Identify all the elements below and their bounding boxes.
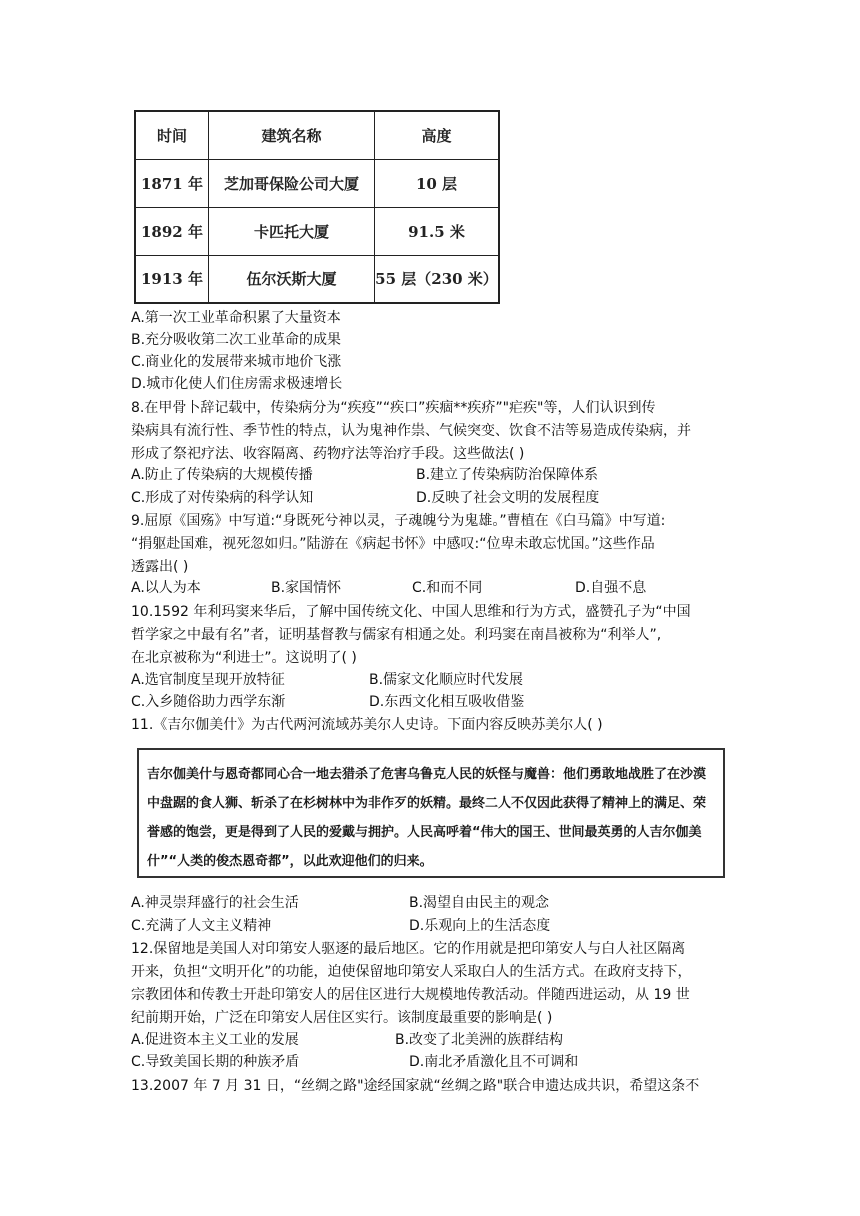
q9-option-a: A.以人为本 (131, 580, 201, 596)
q10-stem-line: 在北京被称为“利进士”。这说明了( ) (131, 650, 357, 666)
table-cell: 1913 年 (135, 255, 209, 303)
q11-option-a: A.神灵崇拜盛行的社会生活 (131, 895, 299, 911)
q7-option-a: A.第一次工业革命积累了大量资本 (131, 310, 341, 326)
building-height-table (134, 110, 500, 304)
q10-option-c: C.入乡随俗助力西学东渐 (131, 694, 286, 710)
q12-options-row-2 (131, 1051, 731, 1073)
q11-material-line: 吉尔伽美什与恩奇都同心合一地去猎杀了危害乌鲁克人民的妖怪与魔兽：他们勇敢地战胜了在沙漠 (147, 767, 707, 782)
q11-option-d: D.乐观向上的生活态度 (409, 918, 551, 934)
q7-option-c: C.商业化的发展带来城市地价飞涨 (131, 354, 342, 370)
q7-option-b: B.充分吸收第二次工业革命的成果 (131, 332, 342, 348)
q11-material-line: 什”“人类的俊杰恩奇都”，以此欢迎他们的归来。 (147, 854, 433, 869)
table-header-row (135, 111, 499, 159)
table-cell: 91.5 米 (375, 207, 500, 255)
q12-option-d: D.南北矛盾激化且不可调和 (409, 1054, 579, 1070)
q10-option-b: B.儒家文化顺应时代发展 (369, 672, 524, 688)
table-cell: 10 层 (375, 159, 500, 207)
table-header-cell: 建筑名称 (209, 111, 375, 159)
table-row (135, 159, 499, 207)
q11-options-row-1 (131, 892, 731, 914)
table-cell: 1892 年 (135, 207, 209, 255)
q11-material-line: 誉感的饱尝，更是得到了人民的爱戴与拥护。人民高呼着“伟大的国王、世间最英勇的人吉尔伽美 (147, 825, 702, 840)
q9-options-row (131, 577, 731, 599)
q8-stem-line: 形成了祭祀疗法、收容隔离、药物疗法等治疗手段。这些做法( ) (131, 446, 525, 462)
q10-option-d: D.东西文化相互吸收借鉴 (369, 694, 525, 710)
table-cell: 伍尔沃斯大厦 (209, 255, 375, 303)
q11-options-row-2 (131, 915, 731, 937)
q8-option-a: A.防止了传染病的大规模传播 (131, 467, 313, 483)
q8-option-c: C.形成了对传染病的科学认知 (131, 490, 314, 506)
q10-option-a: A.选官制度呈现开放特征 (131, 672, 285, 688)
q10-stem-line: 10.1592 年利玛窦来华后，了解中国传统文化、中国人思维和行为方式，盛赞孔子为“中国 (131, 604, 691, 620)
q9-option-c: C.和而不同 (412, 580, 483, 596)
q8-stem-line: 8.在甲骨卜辞记载中，传染病分为“疾疫”“疾口”疾痼**疾疥”"疟疾"等，人们认识到传 (131, 400, 656, 416)
table-cell: 1871 年 (135, 159, 209, 207)
q9-option-b: B.家国情怀 (271, 580, 342, 596)
table-header-cell: 高度 (375, 111, 500, 159)
table-row (135, 207, 499, 255)
q11-stem: 11.《吉尔伽美什》为古代两河流域苏美尔人史诗。下面内容反映苏美尔人( ) (131, 717, 603, 733)
q12-option-a: A.促进资本主义工业的发展 (131, 1032, 299, 1048)
q10-stem-line: 哲学家之中最有名”者，证明基督教与儒家有相通之处。利玛窦在南昌被称为“利举人”, (131, 627, 662, 643)
table-header-cell: 时间 (135, 111, 209, 159)
q11-option-b: B.渴望自由民主的观念 (409, 895, 550, 911)
q11-option-c: C.充满了人文主义精神 (131, 918, 272, 934)
q8-stem-line: 染病具有流行性、季节性的特点，认为鬼神作祟、气候突变、饮食不洁等易造成传染病，并 (131, 423, 691, 439)
table-cell: 55 层（230 米） (375, 255, 500, 303)
q7-option-d: D.城市化使人们住房需求极速增长 (131, 376, 343, 392)
q12-stem-line: 纪前期开始，广泛在印第安人居住区实行。该制度最重要的影响是( ) (131, 1010, 553, 1026)
q13-stem-line: 13.2007 年 7 月 31 日，“丝绸之路"途经国家就“丝绸之路"联合申遗达成共识，希望这条不 (131, 1078, 700, 1094)
q8-options-row-1 (131, 464, 731, 486)
q8-option-b: B.建立了传染病防治保障体系 (416, 467, 599, 483)
q9-stem-line: “捐躯赴国难，视死忽如归。”陆游在《病起书怀》中感叹:“位卑未敢忘忧国。”这些作品 (131, 536, 655, 552)
q11-material-line: 中盘踞的食人狮、斩杀了在杉树林中为非作歹的妖精。最终二人不仅因此获得了精神上的满足、荣 (147, 796, 707, 811)
q8-option-d: D.反映了社会文明的发展程度 (416, 490, 600, 506)
q12-options-row-1 (131, 1029, 731, 1051)
table-row (135, 255, 499, 303)
q9-stem-line: 9.屈原《国殇》中写道:“身既死兮神以灵，子魂魄兮为鬼雄。”曹植在《白马篇》中写道: (131, 513, 666, 529)
q12-stem-line: 宗教团体和传教士开赴印第安人的居住区进行大规模地传教活动。伴随西进运动，从 19 世 (131, 987, 690, 1003)
q12-option-c: C.导致美国长期的种族矛盾 (131, 1054, 300, 1070)
q12-stem-line: 开来，负担“文明开化”的功能，迫使保留地印第安人采取白人的生活方式。在政府支持下， (131, 964, 692, 980)
q9-option-d: D.自强不息 (575, 580, 647, 596)
q11-material-box (137, 748, 725, 878)
q9-stem-line: 透露出( ) (131, 559, 189, 575)
q10-options-row-1 (131, 669, 731, 691)
q12-stem-line: 12.保留地是美国人对印第安人驱逐的最后地区。它的作用就是把印第安人与白人社区隔离 (131, 941, 686, 957)
q12-option-b: B.改变了北美洲的族群结构 (395, 1032, 564, 1048)
q8-options-row-2 (131, 487, 731, 509)
table-cell: 卡匹托大厦 (209, 207, 375, 255)
q10-options-row-2 (131, 691, 731, 713)
table-cell: 芝加哥保险公司大厦 (209, 159, 375, 207)
